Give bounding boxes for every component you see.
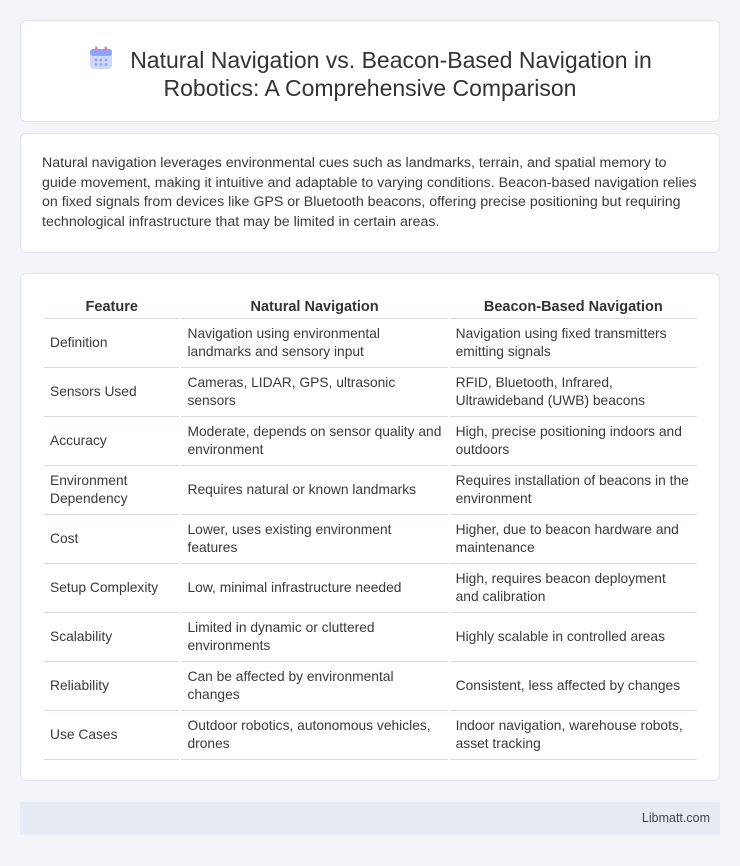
table-row bbox=[44, 515, 697, 564]
footer-bar bbox=[20, 802, 720, 835]
table-row bbox=[44, 319, 697, 368]
calendar-icon bbox=[88, 45, 114, 71]
beacon-cell: High, precise positioning indoors and outdoors bbox=[450, 417, 697, 466]
intro-paragraph: Natural navigation leverages environmental cues such as landmarks, terrain, and spatial memory to guide movement, making it intuitive and adaptable to varying conditions. Beacon-based navigation relies on fixed signals from devices like GPS or Bluetooth beacons, offering precise positioning but requiring technological infrastructure that may be limited in certain areas. bbox=[42, 155, 697, 230]
feature-cell: Scalability bbox=[44, 613, 179, 662]
natural-cell: Outdoor robotics, autonomous vehicles, drones bbox=[181, 711, 447, 760]
feature-cell: Definition bbox=[44, 319, 179, 368]
natural-cell: Navigation using environmental landmarks and sensory input bbox=[181, 319, 447, 368]
table-row bbox=[44, 564, 697, 613]
beacon-cell: Requires installation of beacons in the environment bbox=[450, 466, 697, 515]
header-feature: Feature bbox=[44, 295, 179, 319]
beacon-cell: High, requires beacon deployment and calibration bbox=[450, 564, 697, 613]
natural-cell: Requires natural or known landmarks bbox=[181, 466, 447, 515]
table-row bbox=[44, 466, 697, 515]
feature-cell: Setup Complexity bbox=[44, 564, 179, 613]
header-card bbox=[20, 20, 720, 122]
feature-cell: Use Cases bbox=[44, 711, 179, 760]
table-row bbox=[44, 368, 697, 417]
beacon-cell: Navigation using fixed transmitters emitting signals bbox=[450, 319, 697, 368]
page-title bbox=[21, 45, 719, 102]
feature-cell: Cost bbox=[44, 515, 179, 564]
natural-cell: Low, minimal infrastructure needed bbox=[181, 564, 447, 613]
beacon-cell: Highly scalable in controlled areas bbox=[450, 613, 697, 662]
table-row bbox=[44, 417, 697, 466]
table-row bbox=[44, 662, 697, 711]
natural-cell: Lower, uses existing environment features bbox=[181, 515, 447, 564]
beacon-cell: Indoor navigation, warehouse robots, asset tracking bbox=[450, 711, 697, 760]
footer-site-link[interactable]: Libmatt.com bbox=[641, 811, 710, 825]
feature-cell: Sensors Used bbox=[44, 368, 179, 417]
natural-cell: Cameras, LIDAR, GPS, ultrasonic sensors bbox=[181, 368, 447, 417]
comparison-card bbox=[20, 273, 720, 781]
natural-cell: Limited in dynamic or cluttered environments bbox=[181, 613, 447, 662]
natural-cell: Moderate, depends on sensor quality and environment bbox=[181, 417, 447, 466]
header-beacon: Beacon-Based Navigation bbox=[450, 295, 697, 319]
feature-cell: Environment Dependency bbox=[44, 466, 179, 515]
table-row bbox=[44, 711, 697, 760]
natural-cell: Can be affected by environmental changes bbox=[181, 662, 447, 711]
header-natural: Natural Navigation bbox=[181, 295, 447, 319]
beacon-cell: RFID, Bluetooth, Infrared, Ultrawideband (UWB) beacons bbox=[450, 368, 697, 417]
beacon-cell: Higher, due to beacon hardware and maintenance bbox=[450, 515, 697, 564]
beacon-cell: Consistent, less affected by changes bbox=[450, 662, 697, 711]
intro-card bbox=[20, 133, 720, 253]
table-row bbox=[44, 613, 697, 662]
title-line-2: Robotics: A Comprehensive Comparison bbox=[163, 75, 577, 101]
title-line-1: Natural Navigation vs. Beacon-Based Navigation in bbox=[130, 47, 652, 73]
feature-cell: Reliability bbox=[44, 662, 179, 711]
table-header-row bbox=[44, 295, 697, 319]
comparison-table bbox=[42, 295, 699, 760]
feature-cell: Accuracy bbox=[44, 417, 179, 466]
